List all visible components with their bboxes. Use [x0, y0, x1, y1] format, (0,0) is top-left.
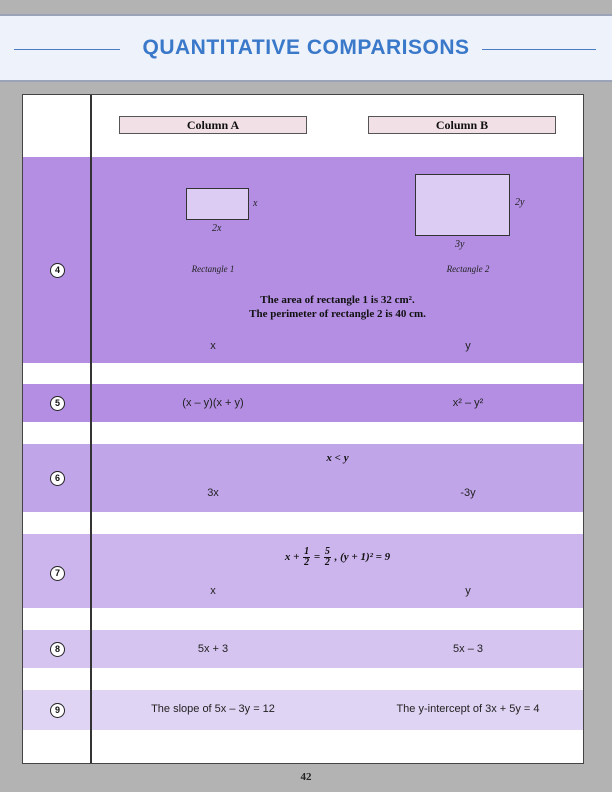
column-divider — [90, 95, 92, 763]
q4-condition-line-2: The perimeter of rectangle 2 is 40 cm. — [249, 308, 426, 320]
q4-condition-line-1: The area of rectangle 1 is 32 cm². — [260, 294, 415, 306]
q8-column-b: 5x – 3 — [453, 643, 483, 655]
q7-condition-equals: = — [313, 551, 321, 564]
q7-column-b: y — [465, 585, 471, 597]
q7-fraction-2-numerator: 5 — [324, 546, 330, 557]
rect1-caption: Rectangle 1 — [191, 264, 235, 274]
rect1-side-label: x — [253, 198, 258, 209]
column-a-header: Column A — [119, 116, 307, 134]
q4-column-a: x — [210, 340, 216, 352]
column-b-header: Column B — [368, 116, 556, 134]
q6-condition: x < y — [326, 452, 349, 464]
q7-fraction-1-numerator: 1 — [304, 546, 310, 557]
q7-fraction-1 — [303, 547, 310, 568]
rect1-bottom-label: 2x — [212, 223, 222, 234]
q7-condition-rest: , (y + 1)² = 9 — [334, 551, 391, 564]
q9-column-a: The slope of 5x – 3y = 12 — [151, 703, 275, 715]
header-banner — [0, 14, 612, 82]
rect2-caption: Rectangle 2 — [446, 264, 490, 274]
q7-column-a: x — [210, 585, 216, 597]
q7-fraction-2 — [324, 547, 331, 568]
q8-column-a: 5x + 3 — [197, 643, 229, 655]
page-number: 42 — [300, 771, 312, 783]
header-rule-right — [482, 49, 596, 50]
q7-fraction-2-denominator: 2 — [324, 557, 330, 568]
q9-column-b: The y-intercept of 3x + 5y = 4 — [396, 703, 540, 715]
rectangle-2-figure — [415, 174, 510, 236]
q5-column-a: (x – y)(x + y) — [182, 397, 244, 409]
rect2-bottom-label: 3y — [455, 239, 465, 250]
q6-column-a: 3x — [207, 487, 219, 499]
comparison-table — [22, 94, 584, 764]
q5-column-b: x² – y² — [452, 397, 484, 409]
rectangle-1-figure — [186, 188, 249, 220]
q7-condition-lhs: x + — [284, 551, 300, 564]
q7-fraction-1-denominator: 2 — [304, 557, 310, 568]
question-number-8: 8 — [50, 642, 65, 657]
question-number-5: 5 — [50, 396, 65, 411]
question-number-4: 4 — [50, 263, 65, 278]
q4-column-b: y — [465, 340, 471, 352]
q6-column-b: -3y — [460, 487, 476, 499]
question-number-7: 7 — [50, 566, 65, 581]
question-number-6: 6 — [50, 471, 65, 486]
rect2-side-label: 2y — [515, 197, 525, 208]
q7-condition — [92, 547, 583, 568]
page-title: QUANTITATIVE COMPARISONS — [142, 36, 470, 59]
question-number-9: 9 — [50, 703, 65, 718]
